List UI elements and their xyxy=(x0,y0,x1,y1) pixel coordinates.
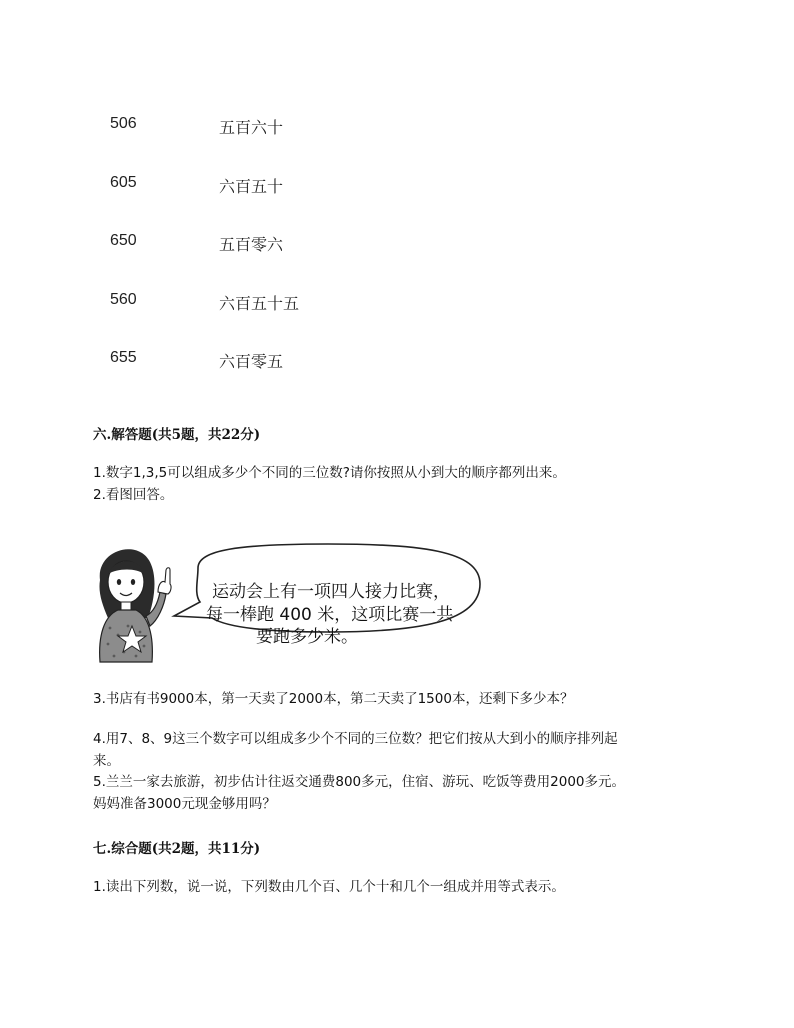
section-7-heading: 七.综合题(共2题，共11分) xyxy=(93,841,261,857)
question-6-1: 1.数字1,3,5可以组成多少个不同的三位数?请你按照从小到大的顺序都列出来。 xyxy=(93,465,566,481)
question-7-1: 1.读出下列数，说一说，下列数由几个百、几个十和几个一组成并用等式表示。 xyxy=(93,879,565,895)
bubble-line-1: 运动会上有一项四人接力比赛， xyxy=(212,582,450,602)
question-6-5-line-2: 妈妈准备3000元现金够用吗？ xyxy=(93,796,276,812)
pair-number-5: 655 xyxy=(110,349,137,366)
pair-number-3: 650 xyxy=(110,232,137,249)
bubble-line-3: 要跑多少米。 xyxy=(256,627,358,647)
girl-speech-illustration xyxy=(88,540,488,670)
pair-words-1: 五百六十 xyxy=(219,120,284,137)
section-6-heading: 六.解答题(共5题，共22分) xyxy=(93,427,261,443)
pair-words-5: 六百零五 xyxy=(219,354,284,371)
question-6-4-line-1: 4.用7、8、9这三个数字可以组成多少个不同的三位数？把它们按从大到小的顺序排列起 xyxy=(93,731,618,747)
question-6-4-line-2: 来。 xyxy=(93,753,120,769)
pair-number-4: 560 xyxy=(110,291,137,308)
pair-number-2: 605 xyxy=(110,174,137,191)
bubble-line-2: 每一棒跑 400 米，这项比赛一共 xyxy=(206,605,454,625)
question-6-5-line-1: 5.兰兰一家去旅游，初步估计往返交通费800多元，住宿、游玩、吃饭等费用2000多元。 xyxy=(93,774,626,790)
pair-words-2: 六百五十 xyxy=(219,179,284,196)
pair-words-4: 六百五十五 xyxy=(219,296,300,313)
question-6-2: 2.看图回答。 xyxy=(93,487,174,503)
question-6-3: 3.书店有书9000本，第一天卖了2000本，第二天卖了1500本，还剩下多少本？ xyxy=(93,691,574,707)
pair-number-1: 506 xyxy=(110,115,137,132)
pair-words-3: 五百零六 xyxy=(219,237,284,254)
